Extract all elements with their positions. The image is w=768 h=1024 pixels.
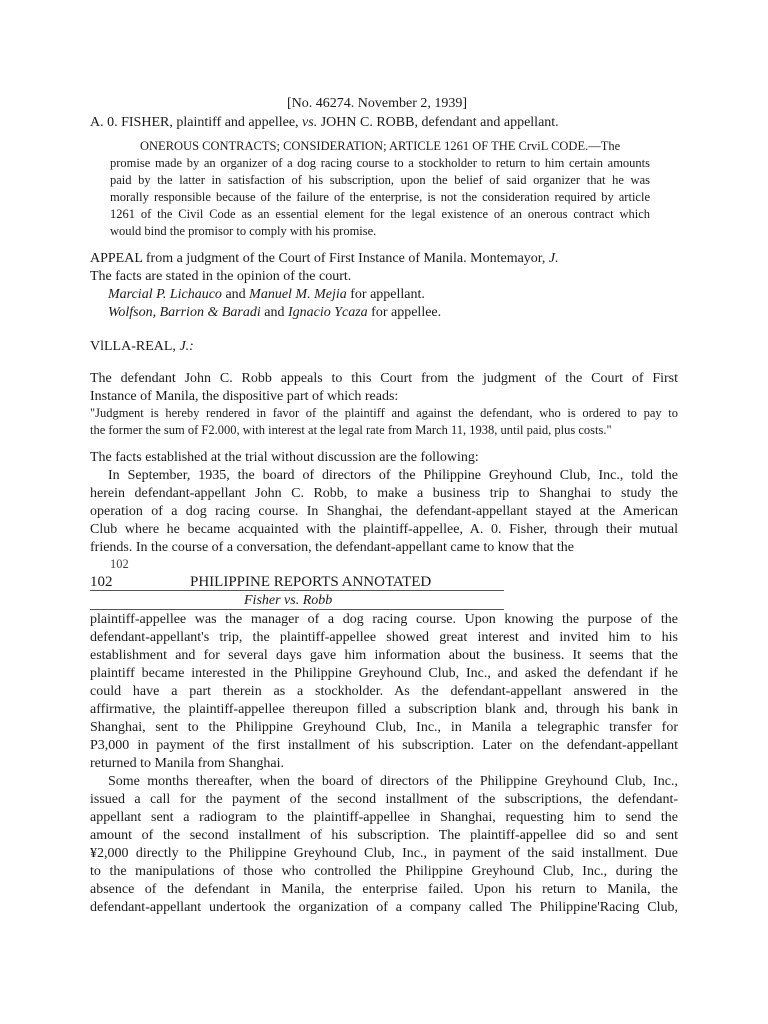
- syllabus-line: ONEROUS CONTRACTS; CONSIDERATION; ARTICLE 1261 OF THE CrviL CODE.—The: [140, 139, 621, 153]
- body-line: friends. In the course of a conversation, the defendant-appellant came to know that the: [90, 540, 574, 555]
- body-line: absence of the defendant in Manila, the enterprise failed. Upon his return to Manila, the: [90, 882, 678, 897]
- running-head-rule-lower: [90, 609, 504, 610]
- ponente-line: [90, 338, 194, 356]
- parties-line: [90, 114, 559, 132]
- syllabus-line: promise made by an organizer of a dog racing course to a stockholder to return to him certain amounts: [110, 156, 650, 170]
- counsel-role: for appellee.: [371, 305, 442, 320]
- quote-line: the former the sum of F2.000, with interest at the legal rate from March 11, 1938, until paid, plus costs.": [90, 423, 612, 437]
- appeal-facts-line: The facts are stated in the opinion of the court.: [90, 269, 352, 284]
- appeal-line: [90, 250, 559, 268]
- counsel-name: Manuel M. Mejia: [249, 287, 347, 302]
- counsel-and: and: [264, 305, 285, 320]
- body-line: defendant-appellant's trip, the plaintiff-appellee showed great interest and invited him to his: [90, 630, 678, 645]
- body-line: amount of the second installment of his subscription. The plaintiff-appellee did so and sent: [90, 828, 678, 843]
- running-head-case-text: Fisher vs. Robb: [244, 593, 333, 608]
- running-head-title: PHILIPPINE REPORTS ANNOTATED: [190, 574, 432, 590]
- body-line: Club where he became acquainted with the plaintiff-appellee, A. 0. Fisher, through their mutual: [90, 522, 678, 537]
- docket-line: [No. 46274. November 2, 1939]: [287, 96, 468, 111]
- counsel-name: Marcial P. Lichauco: [108, 287, 222, 302]
- counsel-appellant: [108, 286, 425, 304]
- running-head-page-number: 102: [90, 574, 113, 590]
- running-head-case: [244, 592, 332, 610]
- body-line: Instance of Manila, the dispositive part of which reads:: [90, 389, 399, 404]
- body-line: establishment and for several days gave him information about the business. It seems that the: [90, 648, 678, 663]
- counsel-role: for appellant.: [350, 287, 425, 302]
- body-line: plaintiff-appellee was the manager of a dog racing course. Upon knowing the purpose of the: [90, 612, 678, 627]
- appeal-judge: J.: [548, 251, 559, 266]
- counsel-name: Wolfson, Barrion & Baradi: [108, 305, 261, 320]
- running-head-rule: [90, 590, 504, 591]
- body-line: The defendant John C. Robb appeals to this Court from the judgment of the Court of First: [90, 371, 678, 386]
- ponente-title: J.:: [179, 339, 194, 354]
- syllabus-line: paid by the latter in satisfaction of his subscription, upon the belief of said organizer that he was: [110, 173, 650, 187]
- syllabus-line: 1261 of the Civil Code as an essential element for the legal existence of an onerous contract which: [110, 207, 650, 221]
- body-line: The facts established at the trial without discussion are the following:: [90, 450, 479, 465]
- body-line: issued a call for the payment of the second installment of the subscriptions, the defendant-: [90, 792, 678, 807]
- body-line: herein defendant-appellant John C. Robb, to make a business trip to Shanghai to study the: [90, 486, 678, 501]
- syllabus-line: morally responsible because of the failure of the enterprise, is not the consideration required by article: [110, 190, 650, 204]
- body-line: plaintiff became interested in the Philippine Greyhound Club, Inc., and asked the defendant if he: [90, 666, 678, 681]
- counsel-and: and: [225, 287, 246, 302]
- counsel-name: Ignacio Ycaza: [287, 305, 368, 320]
- quote-line: "Judgment is hereby rendered in favor of the plaintiff and against the defendant, who is ordered to pay to: [90, 406, 678, 420]
- body-line: In September, 1935, the board of directors of the Philippine Greyhound Club, Inc., told the: [108, 468, 678, 483]
- appeal-text: APPEAL from a judgment of the Court of First Instance of Manila. Montemayor,: [90, 251, 546, 266]
- parties-vs: vs.: [302, 115, 318, 130]
- body-line: could have a part therein as a stockholder. As the defendant-appellant answered in the: [90, 684, 678, 699]
- body-line: operation of a dog racing course. In Shanghai, the defendant-appellant stayed at the American: [90, 504, 678, 519]
- body-line: ¥2,000 directly to the Philippine Greyhound Club, Inc., in payment of the said installment. Due: [90, 846, 678, 861]
- ponente-name: VlLLA-REAL,: [90, 339, 176, 354]
- counsel-appellee: [108, 304, 441, 322]
- syllabus-line: would bind the promisor to comply with his promise.: [110, 224, 377, 238]
- body-line: Some months thereafter, when the board of directors of the Philippine Greyhound Club, Inc.,: [108, 774, 678, 789]
- page-marker: 102: [110, 557, 129, 571]
- body-line: Shanghai, sent to the Philippine Greyhound Club, Inc., in Manila a telegraphic transfer for: [90, 720, 678, 735]
- body-line: returned to Manila from Shanghai.: [90, 756, 285, 771]
- parties-defendant: JOHN C. ROBB, defendant and appellant.: [320, 115, 559, 130]
- body-line: appellant sent a radiogram to the plaintiff-appellee in Shanghai, requesting him to send the: [90, 810, 678, 825]
- body-line: defendant-appellant undertook the organization of a company called The Philippine'Racing Club,: [90, 900, 678, 915]
- body-line: P3,000 in payment of the first installment of his subscription. Later on the defendant-appellant: [90, 738, 678, 753]
- body-line: to the manipulations of those who controlled the Philippine Greyhound Club, Inc., during the: [90, 864, 678, 879]
- body-line: affirmative, the plaintiff-appellee thereupon filled a subscription blank and, through his bank in: [90, 702, 678, 717]
- parties-plaintiff: A. 0. FISHER, plaintiff and appellee,: [90, 115, 299, 130]
